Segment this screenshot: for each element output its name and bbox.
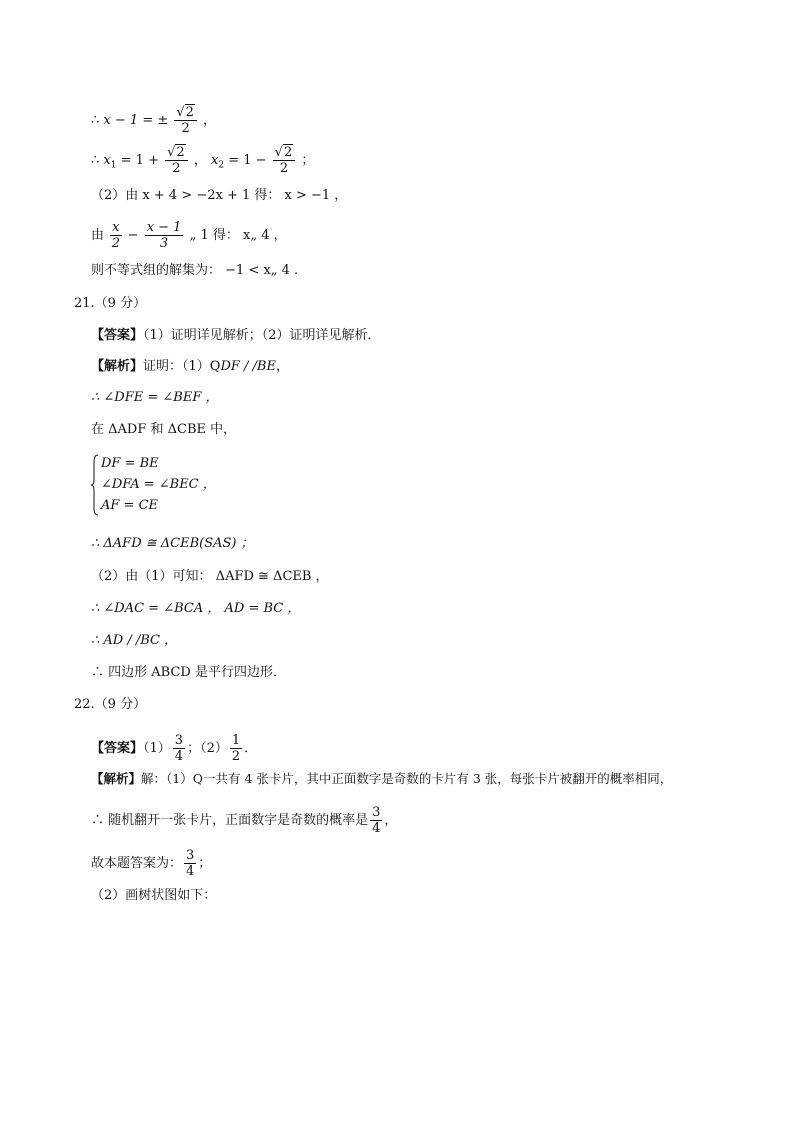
equation-line-2 (91, 145, 314, 176)
punctuation: ， (193, 153, 207, 168)
q22-answer (91, 733, 257, 764)
system-brace (91, 454, 99, 516)
fraction-denominator: 2 (231, 749, 241, 764)
punctuation: ； (198, 856, 212, 871)
fraction-numerator: 3 (174, 733, 184, 748)
fraction (145, 220, 184, 251)
fraction-denominator: 3 (159, 236, 169, 251)
question-21-header: 21.（9 分） (74, 296, 147, 311)
analysis-tag: 【解析】 (91, 359, 144, 374)
q21-conclusion: ∴ 四边形 ABCD 是平行四边形． (91, 665, 286, 680)
system-equation-1: DF = BE (101, 456, 159, 471)
fraction-numerator: x (112, 220, 120, 235)
fraction-numerator: 2 (185, 105, 194, 120)
fraction-numerator: x − 1 (146, 220, 182, 235)
equation-part: = 1 + (120, 153, 159, 168)
punctuation: ， (203, 113, 217, 128)
q21-part2-line-3: ∴ AD / /BC ， (91, 633, 178, 648)
punctuation: ． (244, 741, 258, 756)
inequality-line-2 (91, 220, 287, 251)
fraction-numerator: 1 (231, 733, 241, 748)
fraction-denominator: 2 (111, 236, 120, 251)
therefore-symbol: ∴ (91, 113, 100, 128)
answer-text: ；（2） (187, 741, 228, 756)
fraction (110, 220, 121, 251)
answer-tag: 【答案】 (91, 328, 144, 343)
fraction-denominator: 4 (372, 821, 381, 836)
text: „ 1 得： x„ 4 ， (189, 228, 287, 243)
fraction-denominator: 2 (279, 161, 289, 176)
punctuation: ， (275, 359, 289, 374)
fraction-numerator: 3 (186, 848, 195, 863)
fraction-numerator: 3 (372, 805, 381, 820)
analysis-text: 解：（1）Q一共有 4 张卡片，其中正面数字是奇数的卡片有 3 张，每张卡片被翻开的概率相同， (141, 771, 673, 786)
fraction: $\frac{√2}{2}$ (273, 145, 296, 176)
q22-analysis-line-1 (91, 770, 672, 788)
q21-answer (91, 327, 381, 345)
fraction (370, 805, 382, 836)
math-expression: DF / /BE (220, 359, 276, 374)
fraction-denominator: 2 (172, 161, 181, 176)
question-22-header: 22.（9 分） (74, 697, 147, 712)
q21-analysis-line-2: ∴ ∠DFE = ∠BEF ， (91, 390, 219, 405)
q21-analysis-line-3: 在 ΔADF 和 ΔCBE 中， (91, 422, 237, 437)
fraction (184, 848, 196, 879)
equation-line-1 (91, 105, 216, 136)
fraction (230, 733, 242, 764)
q21-part2-line-2: ∴ ∠DAC = ∠BCA ， AD = BC ， (91, 601, 301, 616)
solution-set-line: 则不等式组的解集为： −1 < x„ 4 . (91, 263, 299, 278)
fraction-denominator: 4 (174, 749, 184, 764)
fraction-denominator: 4 (186, 864, 195, 879)
analysis-text: 故本题答案为： (91, 856, 183, 871)
variable-x: x (103, 153, 111, 168)
therefore-symbol: ∴ (91, 153, 100, 168)
answer-tag: 【答案】 (91, 741, 144, 756)
q21-part2-line-1: （2）由（1）可知： ΔAFD ≅ ΔCEB ， (91, 569, 329, 584)
analysis-text: 证明：（1）Q (143, 359, 221, 374)
minus-sign: − (127, 228, 139, 243)
answer-text: （1）证明详见解析；（2）证明详见解析． (143, 328, 381, 343)
analysis-text: ∴ 随机翻开一张卡片，正面数字是奇数的概率是 (91, 813, 369, 828)
q21-congruence-line: ∴ ΔAFD ≅ ΔCEB(SAS) ； (91, 536, 254, 551)
inequality-line-1: （2）由 x + 4 > −2x + 1 得： x > −1 ， (91, 188, 348, 203)
text: 由 (91, 228, 105, 243)
q22-analysis-line-2 (91, 805, 397, 836)
system-equation-2: ∠DFA = ∠BEC ， (101, 477, 216, 492)
q21-analysis-line-1 (91, 358, 289, 376)
subscript: 1 (110, 160, 117, 171)
system-equation-3: AF = CE (101, 498, 159, 513)
fraction-denominator: 2 (181, 121, 190, 136)
fraction (173, 733, 185, 764)
equation-lhs: x − 1 = ± (103, 113, 169, 128)
analysis-tag: 【解析】 (91, 771, 142, 786)
variable-x: x (210, 153, 219, 168)
fraction: $\frac{√2}{2}$ (174, 105, 197, 136)
subscript: 2 (218, 160, 225, 171)
punctuation: ， (384, 813, 398, 828)
equation-part: = 1 − (228, 153, 267, 168)
punctuation: ； (301, 153, 315, 168)
fraction-numerator: 2 (176, 145, 185, 160)
answer-text: （1） (143, 741, 171, 756)
fraction-numerator: 2 (283, 145, 293, 160)
q22-analysis-line-3 (91, 848, 211, 879)
q22-analysis-line-4: （2）画树状图如下： (91, 888, 217, 903)
fraction: $\frac{√2}{2}$ (165, 145, 188, 176)
